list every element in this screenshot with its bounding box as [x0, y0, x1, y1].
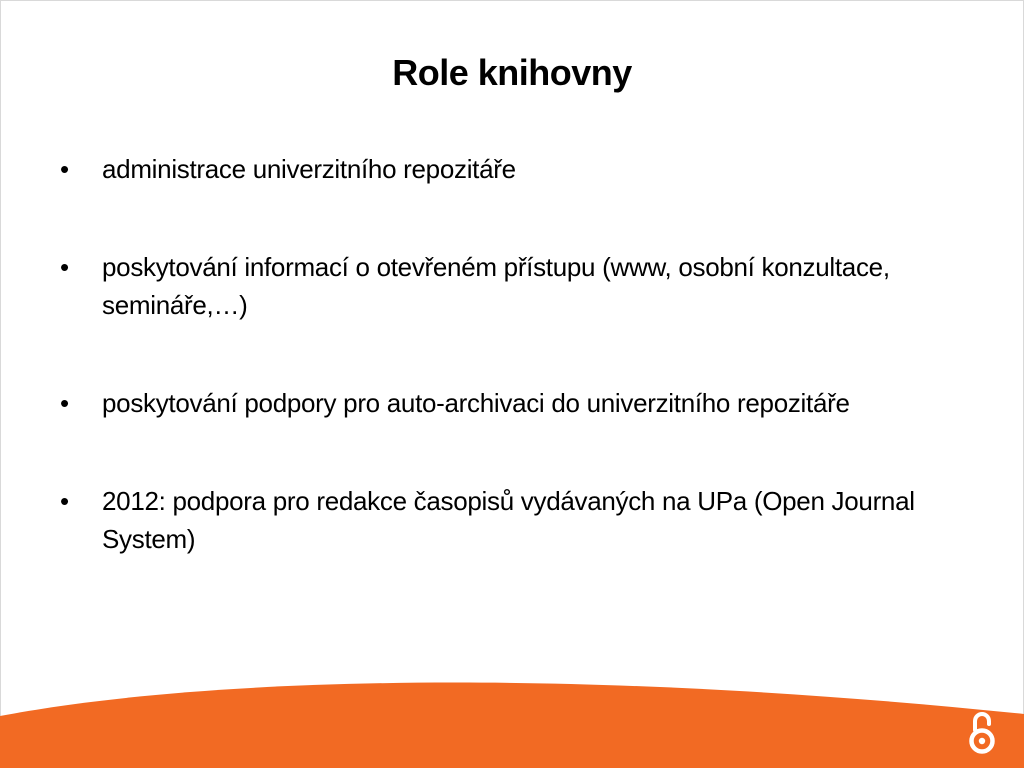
bullet-item — [60, 482, 940, 558]
open-access-lock-icon — [966, 710, 998, 756]
bullet-text: poskytování podpory pro auto-archivaci do univerzitního repozitáře — [102, 388, 850, 418]
bullet-icon: • — [60, 154, 69, 184]
bullet-icon: • — [60, 486, 69, 516]
bullet-text: administrace univerzitního repozitáře — [102, 154, 516, 184]
bullet-item — [60, 384, 940, 422]
bullet-icon: • — [60, 252, 69, 282]
footer-wave — [0, 658, 1024, 768]
bullet-icon: • — [60, 388, 69, 418]
footer-wave-shape — [0, 683, 1024, 768]
bullet-item — [60, 150, 940, 188]
bullet-text: 2012: podpora pro redakce časopisů vydávaných na UPa (Open Journal System) — [102, 486, 915, 554]
oa-shackle — [975, 714, 989, 730]
slide-title: Role knihovny — [392, 52, 632, 93]
bullet-list — [60, 150, 940, 558]
bullet-text: poskytování informací o otevřeném přístupu (www, osobní konzultace, semináře,…) — [102, 252, 890, 320]
oa-center — [979, 738, 985, 744]
bullet-item — [60, 248, 940, 324]
